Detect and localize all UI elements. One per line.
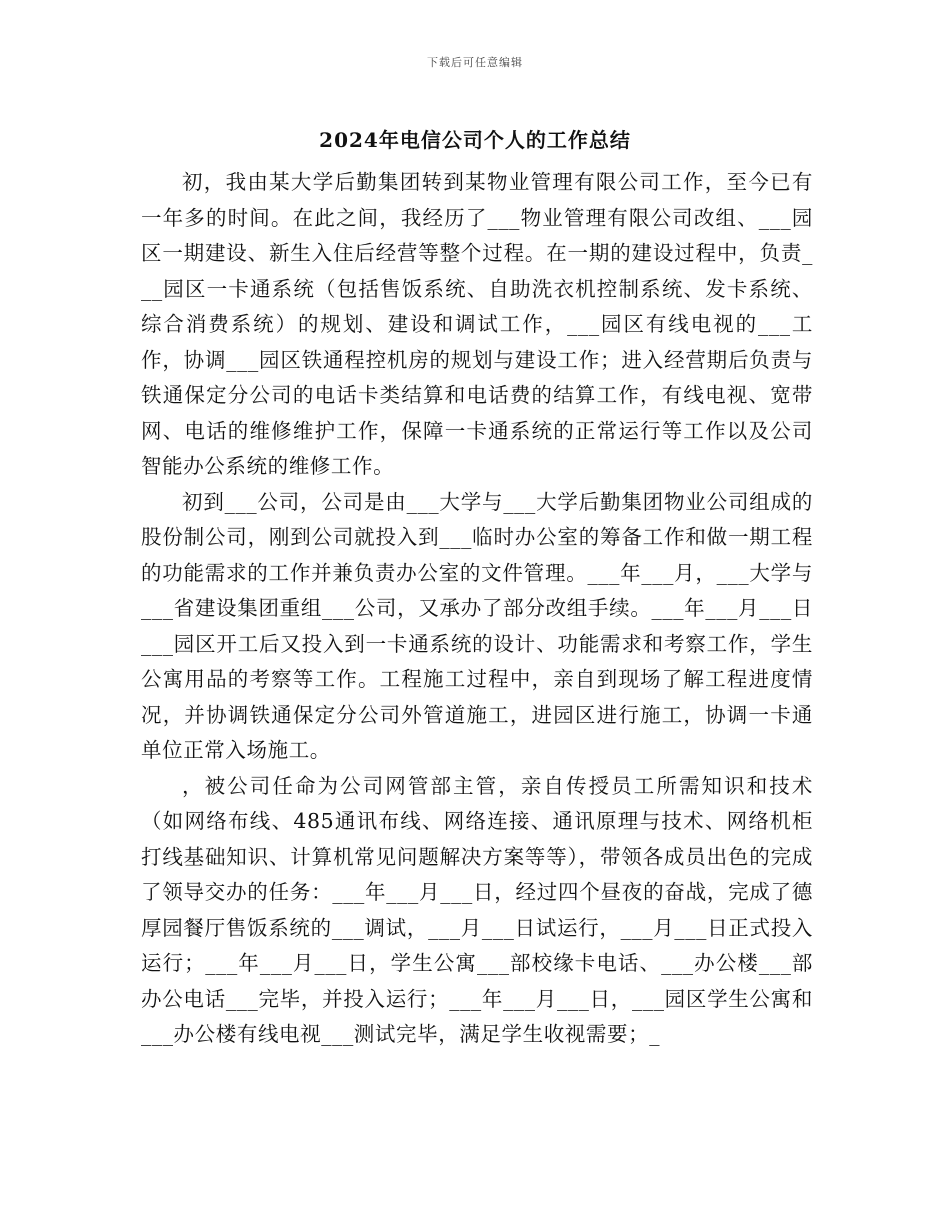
document-body <box>141 165 813 1053</box>
paragraph-1: 初，我由某大学后勤集团转到某物业管理有限公司工作，至今已有一年多的时间。在此之间，我经历了___物业管理有限公司改组、___园区一期建设、新生入住后经营等整个过程。在一期的建设过程中，负责___园区一卡通系统（包括售饭系统、自助洗衣机控制系统、发卡系统、综合消费系统）的规划、建设和调试工作，___园区有线电视的___工作，协调___园区铁通程控机房的规划与建设工作；进入经营期后负责与铁通保定分公司的电话卡类结算和电话费的结算工作，有线电视、宽带网、电话的维修维护工作，保障一卡通系统的正常运行等工作以及公司智能办公系统的维修工作。 <box>141 170 813 478</box>
paragraph-3: ，被公司任命为公司网管部主管，亲自传授员工所需知识和技术（如网络布线、485通讯布线、网络连接、通讯原理与技术、网络机柜打线基础知识、计算机常见问题解决方案等等），带领各成员出色的完成了领导交办的任务：___年___月___日，经过四个昼夜的奋战，完成了德厚园餐厅售饭系统的___调试，___月___日试运行，___月___日正式投入运行；___年___月___日，学生公寓___部校缘卡电话、___办公楼___部办公电话___完毕，并投入运行；___年___月___日，___园区学生公寓和___办公楼有线电视___测试完毕，满足学生收视需要；_ <box>141 773 813 1046</box>
document-title: 2024年电信公司个人的工作总结 <box>319 128 631 152</box>
page-header-note: 下载后可任意编辑 <box>427 56 523 69</box>
paragraph-2: 初到___公司，公司是由___大学与___大学后勤集团物业公司组成的股份制公司，刚到公司就投入到___临时办公室的筹备工作和做一期工程的功能需求的工作并兼负责办公室的文件管理。___年___月，___大学与___省建设集团重组___公司，又承办了部分改组手续。___年___月___日___园区开工后又投入到一卡通系统的设计、功能需求和考察工作，学生公寓用品的考察等工作。工程施工过程中，亲自到现场了解工程进度情况，并协调铁通保定分公司外管道施工，进园区进行施工，协调一卡通单位正常入场施工。 <box>141 489 813 762</box>
